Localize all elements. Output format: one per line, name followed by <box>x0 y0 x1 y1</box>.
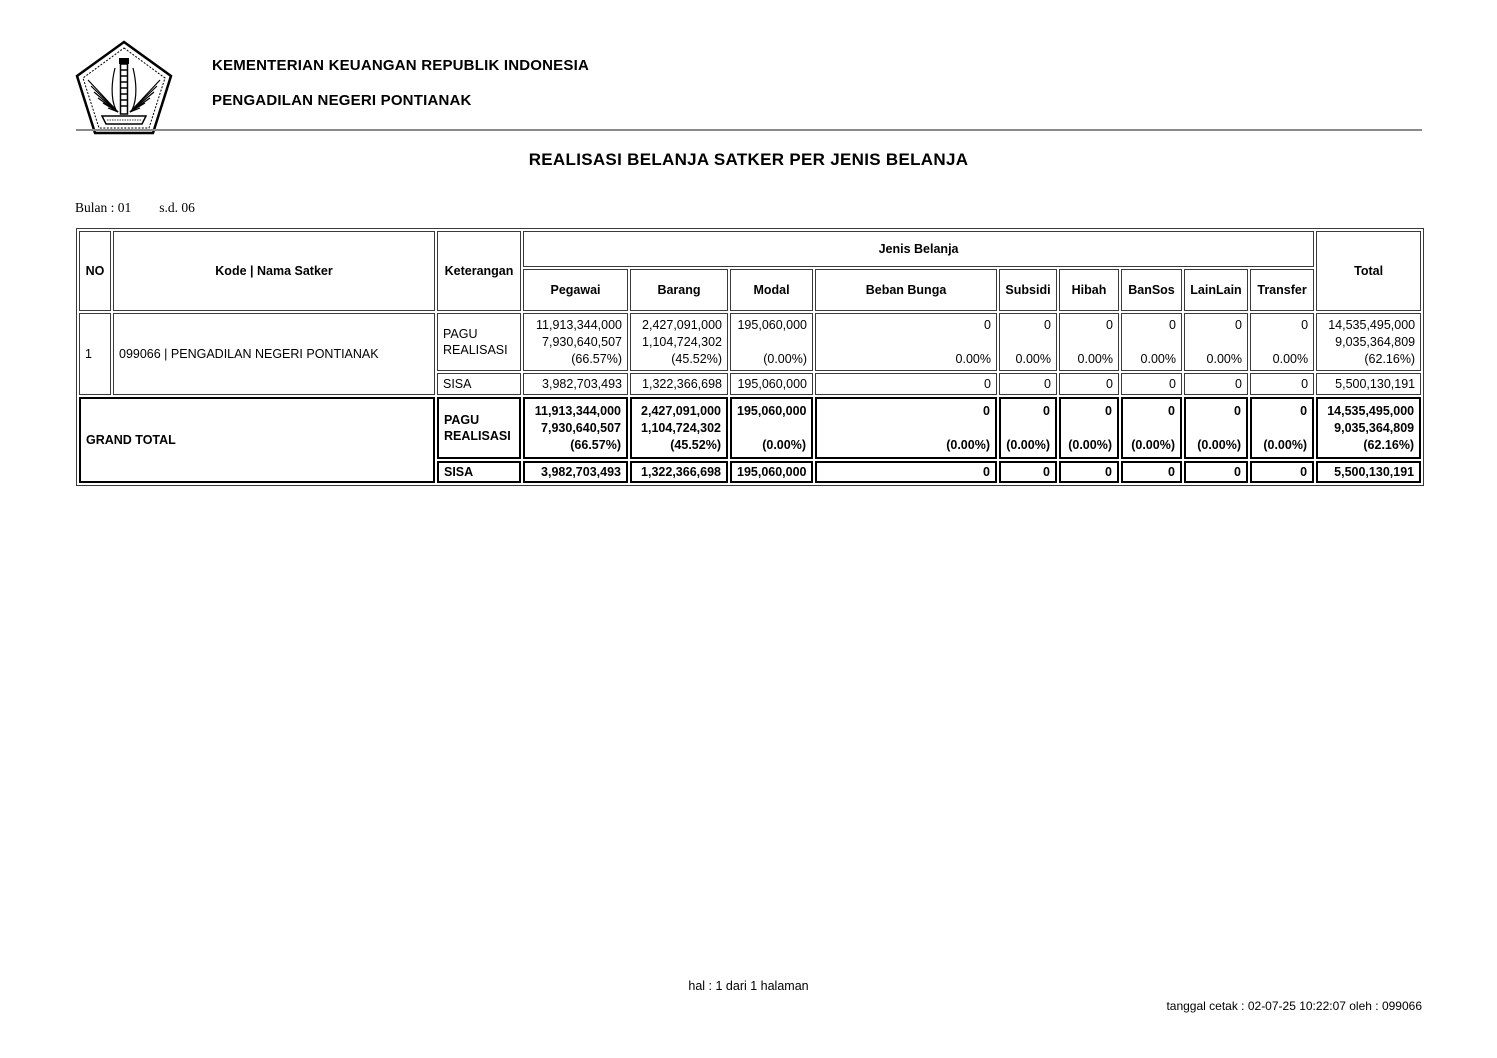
row1-barang-cell <box>630 313 728 371</box>
row1-sisa-total: 5,500,130,191 <box>1316 373 1421 395</box>
gt-transfer-cell <box>1250 397 1314 459</box>
gt-lainlain-cell <box>1184 397 1248 459</box>
row1-bansos-cell <box>1121 313 1182 371</box>
realisasi-label: REALISASI <box>443 343 508 357</box>
print-timestamp-info: tanggal cetak : 02-07-25 10:22:07 oleh : 099066 <box>1166 999 1422 1013</box>
gt-keterangan-cell <box>437 397 521 459</box>
pct-value: (0.00%) <box>1131 437 1175 452</box>
gt-total-cell <box>1316 397 1421 459</box>
pct-value: (0.00%) <box>946 437 990 452</box>
pct-value: (62.16%) <box>1363 437 1415 452</box>
realisasi-value <box>1190 334 1242 351</box>
realisasi-value <box>736 334 807 351</box>
realisasi-value <box>821 334 991 351</box>
pct-value: 0.00% <box>955 351 991 366</box>
row1-satker: 099066 | PENGADILAN NEGERI PONTIANAK <box>113 313 435 395</box>
kemenkeu-logo-icon <box>74 40 174 136</box>
row1-sisa-transfer: 0 <box>1250 373 1314 395</box>
period-from: Bulan : 01 <box>75 200 132 215</box>
pct-value: 0.00% <box>1077 351 1113 366</box>
gt-sisa-hibah: 0 <box>1059 461 1119 483</box>
period-to: s.d. 06 <box>159 200 195 215</box>
gt-pegawai-cell <box>523 397 628 459</box>
gt-modal-cell <box>730 397 813 459</box>
pagu-value: 14,535,495,000 <box>1327 403 1415 418</box>
pagu-value: 0 <box>984 317 991 332</box>
pagu-value: 2,427,091,000 <box>641 403 721 418</box>
realisasi-value <box>1006 420 1050 437</box>
gt-sisa-lainlain: 0 <box>1184 461 1248 483</box>
pagu-value: 0 <box>1234 403 1241 418</box>
pagu-value: 0 <box>1043 403 1050 418</box>
pagu-value: 195,060,000 <box>737 403 807 418</box>
gt-beban-bunga-cell <box>815 397 997 459</box>
row1-total-cell <box>1316 313 1421 371</box>
grand-total-label: GRAND TOTAL <box>79 397 435 483</box>
pct-value: 0.00% <box>1272 351 1309 366</box>
pagu-label: PAGU <box>444 413 480 427</box>
pct-value: (0.00%) <box>1068 437 1112 452</box>
gt-barang-cell <box>630 397 728 459</box>
pct-value: (62.16%) <box>1364 351 1416 366</box>
pagu-value: 0 <box>1301 317 1309 332</box>
letterhead-divider <box>76 129 1422 131</box>
period-line <box>75 200 195 216</box>
col-header-jenis-belanja: Jenis Belanja <box>523 231 1314 267</box>
row1-pegawai-cell <box>523 313 628 371</box>
pagu-value: 2,427,091,000 <box>642 317 722 332</box>
row1-sisa-subsidi: 0 <box>999 373 1057 395</box>
col-header-bansos: BanSos <box>1121 269 1182 311</box>
row1-sisa-pegawai: 3,982,703,493 <box>523 373 628 395</box>
col-header-modal: Modal <box>730 269 813 311</box>
pagu-value: 0 <box>1235 317 1242 332</box>
col-header-lainlain: LainLain <box>1184 269 1248 311</box>
realisasi-value: 7,930,640,507 <box>541 420 621 435</box>
row1-hibah-cell <box>1059 313 1119 371</box>
row1-beban-bunga-cell <box>815 313 997 371</box>
pct-value: (0.00%) <box>1197 437 1241 452</box>
row1-modal-cell <box>730 313 813 371</box>
pagu-value: 0 <box>983 403 990 418</box>
pct-value: 0.00% <box>1015 351 1051 366</box>
row1-sisa-bansos: 0 <box>1121 373 1182 395</box>
realisasi-value: 9,035,364,809 <box>1335 334 1416 349</box>
realisasi-value: 7,930,640,507 <box>542 334 622 349</box>
pagu-value: 0 <box>1106 317 1113 332</box>
realisasi-value <box>1257 420 1307 437</box>
pagu-value: 11,913,344,000 <box>534 403 621 418</box>
realisasi-value <box>1191 420 1241 437</box>
pagu-value: 0 <box>1300 403 1308 418</box>
realisasi-value <box>1256 334 1308 351</box>
page-number-info: hal : 1 dari 1 halaman <box>688 979 809 993</box>
col-header-subsidi: Subsidi <box>999 269 1057 311</box>
sisa-label-cell: SISA <box>437 461 521 483</box>
realisasi-value <box>1065 334 1113 351</box>
gt-subsidi-cell <box>999 397 1057 459</box>
row1-sisa-hibah: 0 <box>1059 373 1119 395</box>
gt-sisa-barang: 1,322,366,698 <box>630 461 728 483</box>
gt-sisa-pegawai: 3,982,703,493 <box>523 461 628 483</box>
col-header-pegawai: Pegawai <box>523 269 628 311</box>
gt-hibah-cell <box>1059 397 1119 459</box>
realisasi-value <box>1066 420 1112 437</box>
pagu-value: 195,060,000 <box>737 317 807 332</box>
col-header-keterangan: Keterangan <box>437 231 521 311</box>
realisasi-table <box>76 228 1424 486</box>
sisa-label-cell: SISA <box>437 373 521 395</box>
realisasi-value <box>1127 334 1176 351</box>
row1-sisa-beban-bunga: 0 <box>815 373 997 395</box>
row1-subsidi-cell <box>999 313 1057 371</box>
pct-value: 0.00% <box>1140 351 1176 366</box>
row1-sisa-modal: 195,060,000 <box>730 373 813 395</box>
realisasi-value <box>737 420 806 437</box>
satker-name: PENGADILAN NEGERI PONTIANAK <box>212 92 472 109</box>
realisasi-value <box>1128 420 1175 437</box>
pct-value: 0.00% <box>1206 351 1242 366</box>
gt-sisa-transfer: 0 <box>1250 461 1314 483</box>
gt-sisa-bansos: 0 <box>1121 461 1182 483</box>
pct-value: (0.00%) <box>1263 437 1308 452</box>
realisasi-label: REALISASI <box>444 429 511 443</box>
pct-value: (0.00%) <box>1006 437 1050 452</box>
gt-sisa-total: 5,500,130,191 <box>1316 461 1421 483</box>
col-header-transfer: Transfer <box>1250 269 1314 311</box>
report-title: REALISASI BELANJA SATKER PER JENIS BELANJA <box>528 150 969 169</box>
pagu-value: 0 <box>1169 317 1176 332</box>
pct-value: (0.00%) <box>763 351 807 366</box>
row1-lainlain-cell <box>1184 313 1248 371</box>
pct-value: (66.57%) <box>570 437 621 452</box>
col-header-no: NO <box>79 231 111 311</box>
gt-sisa-subsidi: 0 <box>999 461 1057 483</box>
realisasi-value: 1,104,724,302 <box>642 334 722 349</box>
pagu-label: PAGU <box>443 327 478 341</box>
row1-sisa-barang: 1,322,366,698 <box>630 373 728 395</box>
realisasi-value: 9,035,364,809 <box>1334 420 1415 435</box>
gt-bansos-cell <box>1121 397 1182 459</box>
row1-keterangan-cell <box>437 313 521 371</box>
pagu-value: 0 <box>1168 403 1175 418</box>
realisasi-value: 1,104,724,302 <box>641 420 721 435</box>
col-header-hibah: Hibah <box>1059 269 1119 311</box>
pct-value: (66.57%) <box>571 351 622 366</box>
gt-sisa-beban-bunga: 0 <box>815 461 997 483</box>
row1-pagu-realisasi <box>79 313 1421 371</box>
pct-value: (0.00%) <box>762 437 806 452</box>
pagu-value: 0 <box>1105 403 1112 418</box>
ministry-name: KEMENTERIAN KEUANGAN REPUBLIK INDONESIA <box>212 57 589 74</box>
row1-transfer-cell <box>1250 313 1314 371</box>
pct-value: (45.52%) <box>670 437 721 452</box>
gt-sisa-modal: 195,060,000 <box>730 461 813 483</box>
col-header-beban-bunga: Beban Bunga <box>815 269 997 311</box>
col-header-satker: Kode | Nama Satker <box>113 231 435 311</box>
pagu-value: 14,535,495,000 <box>1328 317 1416 332</box>
grand-total-pagu-realisasi <box>79 397 1421 459</box>
col-header-total: Total <box>1316 231 1421 311</box>
realisasi-value <box>1005 334 1051 351</box>
realisasi-value <box>822 420 990 437</box>
pct-value: (45.52%) <box>671 351 722 366</box>
pagu-value: 0 <box>1044 317 1051 332</box>
col-header-barang: Barang <box>630 269 728 311</box>
table-header-row-1 <box>79 231 1421 267</box>
row1-sisa-lainlain: 0 <box>1184 373 1248 395</box>
pagu-value: 11,913,344,000 <box>536 317 622 332</box>
row1-no: 1 <box>79 313 111 395</box>
